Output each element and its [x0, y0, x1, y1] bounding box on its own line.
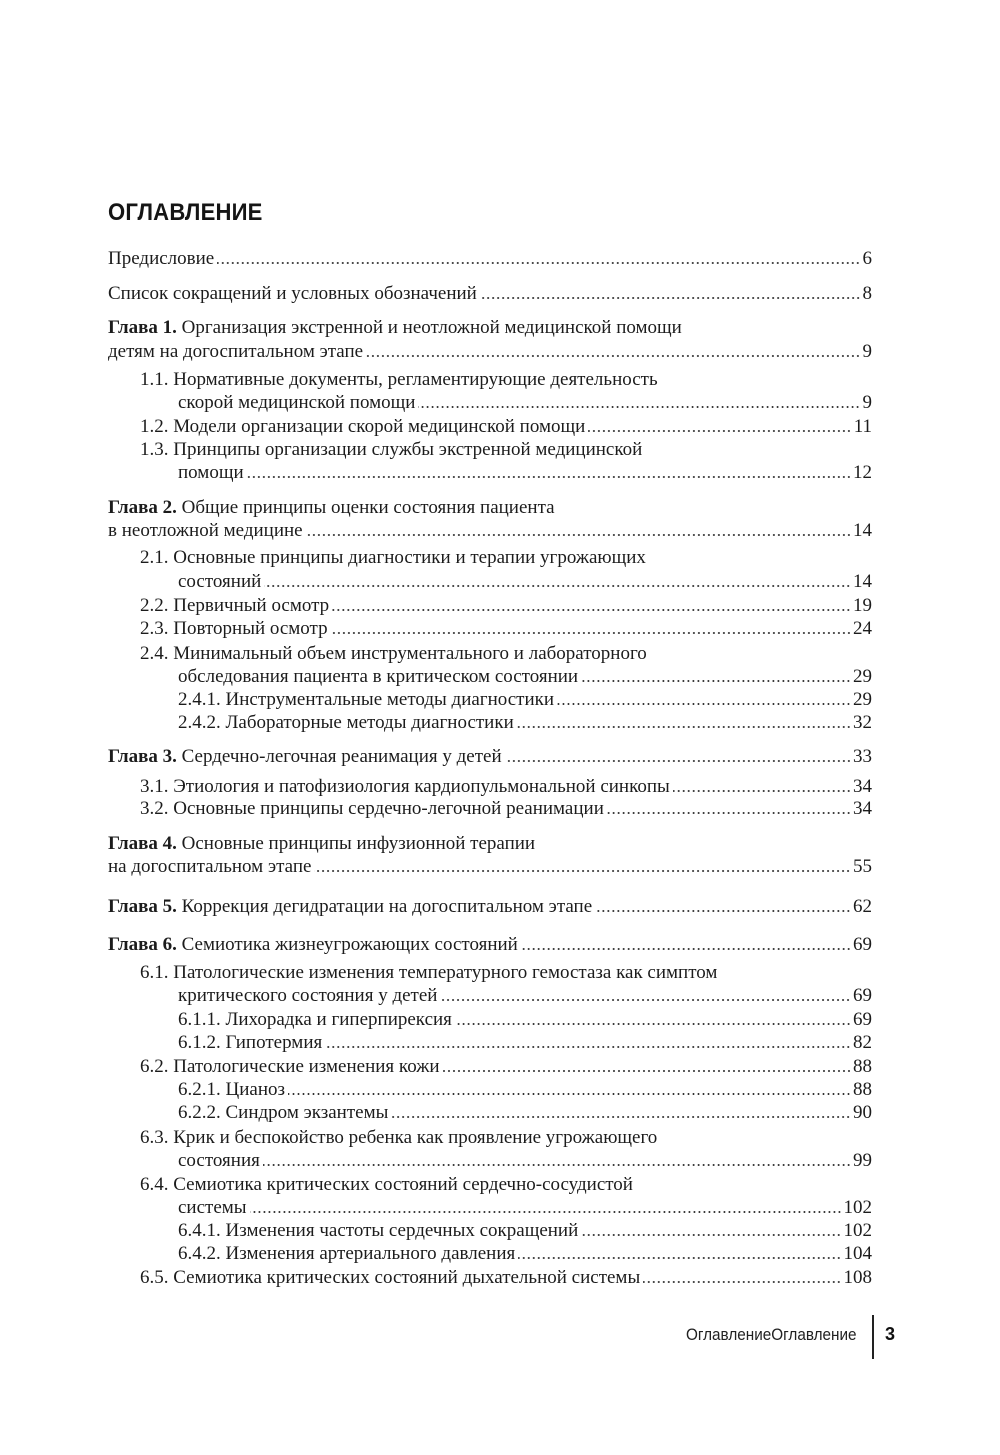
toc-entry[interactable]	[178, 1030, 872, 1054]
entry-text: 1.1. Нормативные документы, регламентирующие деятельность	[140, 369, 658, 390]
toc-entry[interactable]	[178, 1148, 872, 1172]
toc-entry[interactable]	[178, 569, 872, 593]
entry-text: Сердечно-легочная реанимация у детей	[176, 746, 502, 767]
entry-text: 6.1. Патологические изменения температурного гемостаза как симптом	[140, 962, 718, 983]
chapter-label: Глава 1.	[108, 317, 177, 338]
dot-leader	[418, 405, 860, 409]
entry-text: 2.1. Основные принципы диагностики и терапии угрожающих	[140, 547, 646, 568]
chapter-label: Глава 3.	[108, 746, 177, 767]
toc-entry-title	[108, 896, 592, 918]
toc-entry-title	[178, 571, 261, 593]
toc-entry-title	[108, 497, 555, 519]
toc-page-number: 9	[862, 341, 872, 362]
toc-page-number: 29	[853, 689, 872, 710]
toc-entry-title	[178, 1009, 452, 1031]
dot-leader	[581, 679, 851, 683]
toc-page-number: 11	[853, 416, 872, 437]
entry-text: детям на догоспитальном этапе	[108, 341, 364, 362]
toc-page-number: 29	[853, 666, 872, 687]
entry-text: 6.1.1. Лихорадка и гиперпирексия	[178, 1009, 452, 1030]
entry-text: 6.4. Семиотика критических состояний сердечно-сосудистой	[140, 1174, 633, 1195]
toc-entry-title	[108, 520, 303, 542]
entry-text: состояния	[178, 1150, 260, 1171]
toc-entry-title	[178, 392, 415, 414]
toc-entry-title	[178, 985, 437, 1007]
toc-page-number: 14	[853, 520, 872, 541]
toc-entry[interactable]	[140, 960, 872, 984]
toc-entry[interactable]	[140, 593, 872, 617]
toc-page-number: 14	[853, 571, 872, 592]
dot-leader	[250, 1210, 842, 1214]
toc-entry-title	[108, 341, 363, 363]
toc-entry[interactable]	[140, 796, 872, 820]
toc-entry-title	[178, 666, 578, 688]
dot-leader	[247, 475, 851, 479]
dot-leader	[480, 296, 861, 300]
toc-entry-title	[108, 934, 518, 956]
dot-leader	[517, 725, 851, 729]
dot-leader	[557, 702, 851, 706]
toc-page-number: 69	[853, 1009, 872, 1030]
toc-entry-title	[140, 369, 658, 391]
toc-page-number: 62	[853, 896, 872, 917]
toc-entry[interactable]	[178, 1195, 872, 1219]
toc-entry[interactable]	[178, 1007, 872, 1031]
toc-entry[interactable]	[140, 545, 872, 569]
toc-entry-title	[140, 1056, 440, 1078]
entry-text: 2.4.2. Лабораторные методы диагностики	[178, 712, 514, 733]
toc-entry-title	[140, 416, 585, 438]
toc-entry[interactable]	[108, 518, 872, 542]
toc-entry[interactable]	[108, 894, 872, 918]
toc-entry-title	[108, 833, 535, 855]
toc-entry-title	[108, 746, 502, 768]
entry-text: Список сокращений и условных обозначений	[108, 283, 477, 304]
toc-entry-title	[140, 1174, 633, 1196]
toc-entry-title	[178, 1197, 247, 1219]
toc-page-number: 82	[853, 1032, 872, 1053]
toc-page-number: 88	[853, 1079, 872, 1100]
entry-text: на догоспитальном этапе	[108, 856, 312, 877]
toc-entry-title	[140, 439, 642, 461]
toc-entry[interactable]	[178, 1077, 872, 1101]
entry-text: в неотложной медицине	[108, 520, 303, 541]
dot-leader	[332, 608, 851, 612]
dot-leader	[521, 947, 851, 951]
toc-page-number: 99	[853, 1150, 872, 1171]
toc-entry-title	[108, 856, 311, 878]
toc-entry[interactable]	[140, 1054, 872, 1078]
dot-leader	[505, 759, 851, 763]
toc-page-number: 19	[853, 595, 872, 616]
toc-entry[interactable]	[108, 339, 872, 363]
entry-text: обследования пациента в критическом состоянии	[178, 666, 579, 687]
dot-leader	[314, 869, 851, 873]
toc-page-number: 104	[843, 1243, 872, 1264]
toc-entry[interactable]	[140, 641, 872, 665]
toc-entry-title	[178, 1032, 322, 1054]
toc-entry[interactable]	[108, 932, 872, 956]
toc-entry[interactable]	[140, 437, 872, 461]
toc-entry-title	[178, 1150, 260, 1172]
footer-divider	[872, 1315, 874, 1359]
toc-entry[interactable]	[108, 315, 872, 339]
page-number: 3	[885, 1324, 896, 1344]
entry-text: 6.1.2. Гипотермия	[178, 1032, 323, 1053]
entry-text: 2.4.1. Инструментальные методы диагностики	[178, 689, 555, 710]
toc-entry[interactable]	[178, 1218, 872, 1242]
dot-leader	[366, 354, 860, 358]
dot-leader	[595, 909, 851, 913]
toc-entry[interactable]	[140, 367, 872, 391]
chapter-label: Глава 5.	[108, 896, 177, 917]
chapter-label: Глава 2.	[108, 497, 177, 518]
dot-leader	[331, 631, 851, 635]
dot-leader	[306, 533, 851, 537]
toc-entry[interactable]	[178, 1100, 872, 1124]
dot-leader	[440, 998, 851, 1002]
toc-entry-title	[140, 643, 647, 665]
toc-entry-title	[140, 776, 670, 798]
entry-text: 1.3. Принципы организации службы экстренной медицинской	[140, 439, 643, 460]
toc-entry-title	[140, 595, 329, 617]
entry-text: 1.2. Модели организации скорой медицинской помощи	[140, 416, 586, 437]
toc-entry[interactable]	[178, 664, 872, 688]
dot-leader	[518, 1256, 841, 1260]
entry-text: 3.2. Основные принципы сердечно-легочной реанимации	[140, 798, 604, 819]
chapter-label: Глава 6.	[108, 934, 177, 955]
chapter-label: Глава 4.	[108, 833, 177, 854]
page-title: ОГЛАВЛЕНИЕ	[108, 199, 263, 226]
toc-page-number: 90	[853, 1102, 872, 1123]
toc-entry-title	[108, 317, 682, 339]
toc-entry-title	[108, 248, 214, 270]
toc-page-number: 32	[853, 712, 872, 733]
toc-page-number: 88	[853, 1056, 872, 1077]
toc-page-number: 34	[853, 798, 872, 819]
entry-text: критического состояния у детей	[178, 985, 438, 1006]
entry-text: Семиотика жизнеугрожающих состояний	[176, 934, 518, 955]
toc-page-number: 108	[843, 1267, 872, 1288]
entry-text: 2.2. Первичный осмотр	[140, 595, 330, 616]
toc-page-number: 8	[862, 283, 872, 304]
dot-leader	[455, 1022, 851, 1026]
toc-entry-title	[140, 798, 604, 820]
toc-entry-title	[140, 618, 328, 640]
toc-entry[interactable]	[140, 1172, 872, 1196]
toc-entry-title	[178, 1102, 388, 1124]
toc-entry[interactable]	[140, 414, 872, 438]
entry-text: 2.3. Повторный осмотр	[140, 618, 328, 639]
entry-text: 6.2.1. Цианоз	[178, 1079, 285, 1100]
toc-entry[interactable]	[178, 1241, 872, 1265]
toc-page-number: 12	[853, 462, 872, 483]
entry-text: 6.4.2. Изменения артериального давления	[178, 1243, 516, 1264]
toc-page-number: 33	[853, 746, 872, 767]
toc-entry[interactable]	[178, 460, 872, 484]
toc-entry[interactable]	[140, 616, 872, 640]
toc-page-number: 34	[853, 776, 872, 797]
toc-page-number: 102	[843, 1197, 872, 1218]
entry-text: Основные принципы инфузионной терапии	[176, 833, 536, 854]
dot-leader	[607, 811, 851, 815]
dot-leader	[391, 1115, 851, 1119]
dot-leader	[288, 1092, 851, 1096]
dot-leader	[581, 1233, 841, 1237]
entry-text: системы	[178, 1197, 247, 1218]
entry-text: 6.4.1. Изменения частоты сердечных сокращений	[178, 1220, 579, 1241]
dot-leader	[264, 584, 851, 588]
entry-text: Предисловие	[108, 248, 215, 269]
dot-leader	[588, 429, 851, 433]
toc-entry[interactable]	[108, 744, 872, 768]
dot-leader	[325, 1045, 851, 1049]
toc-entry-title	[178, 1079, 285, 1101]
toc-page-number: 55	[853, 856, 872, 877]
toc-entry-title	[140, 1267, 640, 1289]
entry-text: 6.3. Крик и беспокойство ребенка как проявление угрожающего	[140, 1127, 658, 1148]
entry-text: 6.2. Патологические изменения кожи	[140, 1056, 440, 1077]
dot-leader	[443, 1069, 851, 1073]
toc-entry-title	[140, 962, 717, 984]
toc-entry-title	[140, 1127, 657, 1149]
toc-entry-title	[108, 283, 477, 305]
toc-entry[interactable]	[108, 831, 872, 855]
entry-text: скорой медицинской помощи	[178, 392, 416, 413]
dot-leader	[673, 789, 851, 793]
toc-entry[interactable]	[140, 1125, 872, 1149]
entry-text: помощи	[178, 462, 244, 483]
toc-entry-title	[178, 689, 554, 711]
toc-entry[interactable]	[140, 774, 872, 798]
toc-page-number: 69	[853, 985, 872, 1006]
entry-text: 3.1. Этиология и патофизиология кардиопульмональной синкопы	[140, 776, 670, 797]
toc-entry-title	[178, 712, 514, 734]
toc-page-number: 9	[862, 392, 872, 413]
toc-entry[interactable]	[178, 710, 872, 734]
toc-page-number: 102	[843, 1220, 872, 1241]
toc-entry[interactable]	[108, 281, 872, 305]
entry-text: 6.5. Семиотика критических состояний дыхательной системы	[140, 1267, 641, 1288]
dot-leader	[643, 1280, 841, 1284]
toc-entry-title	[178, 1243, 515, 1265]
toc-page-number: 24	[853, 618, 872, 639]
entry-text: Общие принципы оценки состояния пациента	[176, 497, 555, 518]
toc-entry[interactable]	[178, 983, 872, 1007]
entry-text: 6.2.2. Синдром экзантемы	[178, 1102, 389, 1123]
entry-text: 2.4. Минимальный объем инструментального и лабораторного	[140, 643, 647, 664]
toc-page-number: 69	[853, 934, 872, 955]
toc-entry[interactable]	[108, 246, 872, 270]
entry-text: Коррекция дегидратации на догоспитальном этапе	[176, 896, 593, 917]
toc-entry[interactable]	[178, 687, 872, 711]
toc-entry[interactable]	[108, 854, 872, 878]
running-title: ОглавлениеОглавление	[686, 1325, 857, 1344]
toc-entry-title	[140, 547, 646, 569]
toc-entry[interactable]	[140, 1265, 872, 1289]
entry-text: Организация экстренной и неотложной медицинской помощи	[176, 317, 682, 338]
toc-entry[interactable]	[108, 495, 872, 519]
toc-entry-title	[178, 462, 244, 484]
toc-entry[interactable]	[178, 390, 872, 414]
toc-entry-title	[178, 1220, 578, 1242]
toc-page-number: 6	[862, 248, 872, 269]
entry-text: состояний	[178, 571, 262, 592]
dot-leader	[217, 261, 860, 265]
dot-leader	[263, 1163, 851, 1167]
